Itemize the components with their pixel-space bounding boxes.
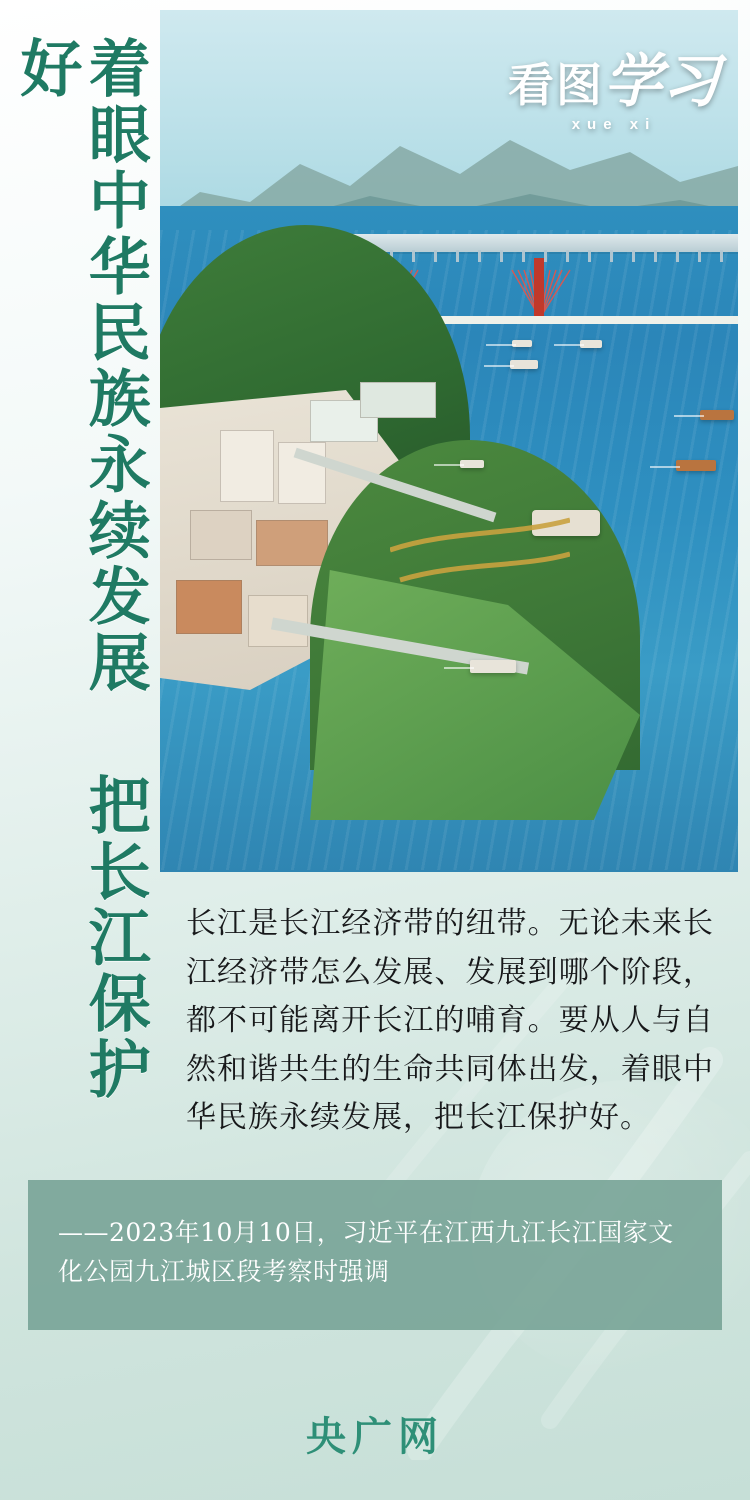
photo-boat [580, 340, 602, 348]
brand-logo [507, 47, 720, 133]
photo-illustration [160, 10, 738, 872]
photo-boat [460, 460, 484, 468]
photo-building [176, 580, 242, 634]
photo-boat [700, 410, 734, 420]
quote-source: ——2023年10月10日，习近平在江西九江长江国家文化公园九江城区段考察时强调 [28, 1180, 722, 1330]
hero-photo [160, 10, 738, 872]
brand-logo-main-second: 学习 [603, 47, 720, 115]
photo-floating-booms [390, 510, 570, 600]
photo-boat [510, 360, 538, 369]
brand-logo-pinyin: xue xi [571, 116, 657, 133]
footer-logo [0, 1405, 750, 1462]
brand-logo-main-first: 看图 [507, 58, 604, 112]
footer-logo-text: 央广网 [306, 1413, 444, 1460]
headline-column [0, 0, 160, 1180]
photo-building [360, 382, 436, 418]
photo-building [190, 510, 252, 560]
brand-logo-main [507, 47, 720, 115]
photo-boat [512, 340, 532, 347]
photo-building [256, 520, 328, 566]
photo-building [220, 430, 274, 502]
page-title: 着眼中华民族永续发展 把长江保护好 [10, 36, 152, 1103]
quote-text: 长江是长江经济带的纽带。无论未来长江经济带怎么发展、发展到哪个阶段，都不可能离开长江的哺育。要从人与自然和谐共生的生命共同体出发，着眼中华民族永续发展，把长江保护好。 [186, 906, 714, 1136]
photo-boat [470, 660, 516, 673]
photo-boat [676, 460, 716, 471]
